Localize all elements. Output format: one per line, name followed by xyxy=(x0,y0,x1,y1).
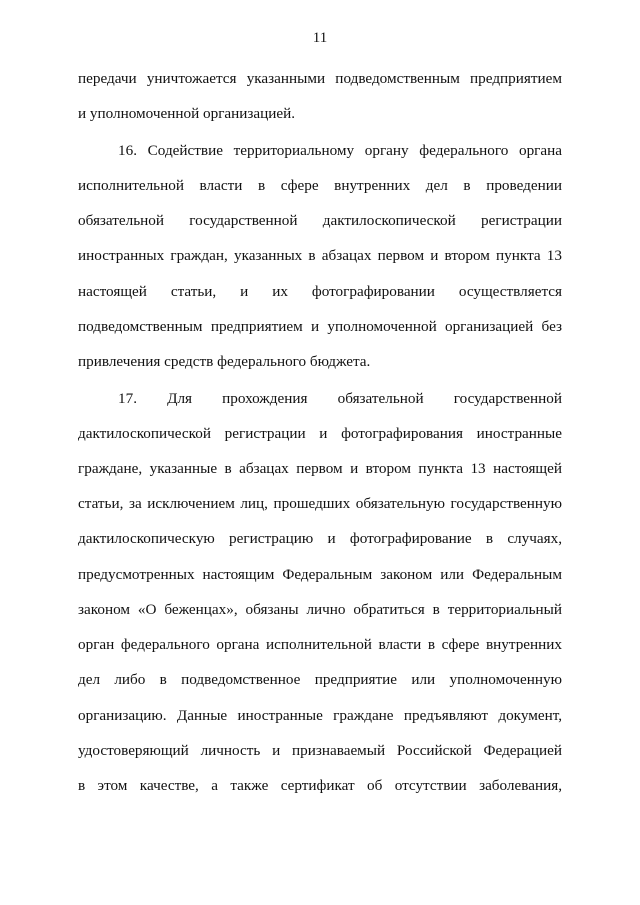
text-line: граждане, указанные в абзацах первом и втором пункта 13 настоящей xyxy=(78,460,562,477)
paragraph-17-first-line: 17. Для прохождения обязательной государственной xyxy=(118,390,562,407)
text-line: организацию. Данные иностранные граждане предъявляют документ, xyxy=(78,707,562,724)
text-line: подведомственным предприятием и уполномоченной организацией без xyxy=(78,318,562,335)
text-line: удостоверяющий личность и признаваемый Российской Федерацией xyxy=(78,742,562,759)
text-line: дактилоскопическую регистрацию и фотографирование в случаях, xyxy=(78,530,562,547)
text-line: законом «О беженцах», обязаны лично обратиться в территориальный xyxy=(78,601,562,618)
text-line: передачи уничтожается указанными подведомственным предприятием xyxy=(78,70,562,87)
text-line: в этом качестве, а также сертификат об отсутствии заболевания, xyxy=(78,777,562,794)
text-line: иностранных граждан, указанных в абзацах первом и втором пункта 13 xyxy=(78,247,562,264)
text-line: орган федерального органа исполнительной власти в сфере внутренних xyxy=(78,636,562,653)
text-line: дел либо в подведомственное предприятие или уполномоченную xyxy=(78,671,562,688)
text-line: исполнительной власти в сфере внутренних дел в проведении xyxy=(78,177,562,194)
text-line: предусмотренных настоящим Федеральным законом или Федеральным xyxy=(78,566,562,583)
text-line: статьи, за исключением лиц, прошедших обязательную государственную xyxy=(78,495,562,512)
page-number: 11 xyxy=(312,30,328,46)
text-line: обязательной государственной дактилоскопической регистрации xyxy=(78,212,562,229)
text-line: и уполномоченной организацией. xyxy=(78,105,296,122)
paragraph-16-first-line: 16. Содействие территориальному органу федерального органа xyxy=(118,142,562,159)
text-line: дактилоскопической регистрации и фотографирования иностранные xyxy=(78,425,562,442)
text-line: привлечения средств федерального бюджета. xyxy=(78,353,371,370)
text-line: настоящей статьи, и их фотографировании осуществляется xyxy=(78,283,562,300)
